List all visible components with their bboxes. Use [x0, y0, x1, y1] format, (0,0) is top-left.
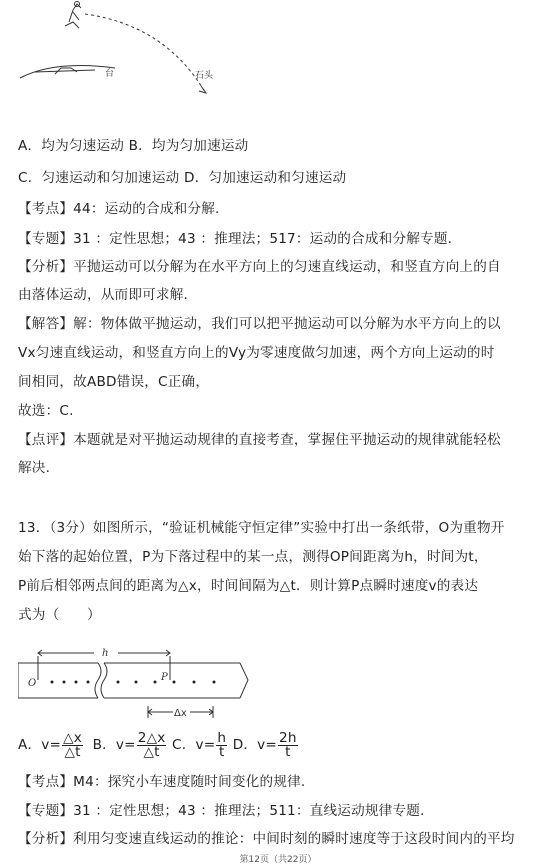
ground-curve [20, 66, 115, 78]
trajectory-line [85, 14, 205, 92]
tape-right-part [104, 663, 248, 698]
paper-tape-figure [18, 638, 258, 723]
fig-label-o: O [28, 678, 37, 689]
q12-guxuan: 故选：C. [18, 403, 74, 419]
label-tai: 台 [105, 69, 115, 79]
fig-label-p: P [161, 672, 168, 683]
q12-options-line2: C．匀速运动和匀加速运动 D．匀加速运动和匀速运动 [18, 170, 347, 186]
option-d: D．v= $\frac{2h}{t}$ [232, 729, 297, 760]
q13-kaodian: 【考点】M4：探究小车速度随时间变化的规律. [18, 774, 306, 790]
option-c: C．v= $\frac{h}{t}$ [172, 729, 227, 760]
option-a-fraction: $\frac{\triangle x}{\triangle t}$ [63, 729, 83, 760]
q12-jieda-1: 【解答】解：物体做平抛运动，我们可以把平抛运动可以分解为水平方向上的以 [18, 316, 501, 332]
tape-break [95, 663, 107, 698]
q12-kaodian: 【考点】44：运动的合成和分解. [18, 201, 220, 217]
fig-label-dx: Δx [174, 708, 187, 719]
q13-stem-2: 始下落的起始位置，P为下落过程中的某一点，测得OP间距离为h，时间为t， [18, 549, 488, 565]
option-a: A．v= $\frac{\triangle x}{\triangle t}$ [18, 729, 83, 760]
q13-options [18, 730, 299, 760]
q13-stem-3: P前后相邻两点间的距离为△x，时间间隔为△t．则计算P点瞬时速度v的表达 [18, 578, 479, 594]
trajectory-figure [15, 0, 215, 105]
fig-label-h: h [102, 648, 109, 659]
q12-dianping-1: 【点评】本题就是对平抛运动规律的直接考查，掌握住平抛运动的规律就能轻松 [18, 432, 501, 448]
option-d-fraction: $\frac{2h}{t}$ [279, 729, 297, 760]
q12-fenxi-2: 由落体运动，从而即可求解. [18, 287, 189, 303]
option-b-fraction: $\frac{2\triangle x}{\triangle t}$ [137, 729, 166, 760]
label-stone: 石头 [195, 71, 214, 81]
q12-options-line1: A．均为匀速运动 B．均为匀加速运动 [18, 138, 249, 154]
page-footer: 第12页（共22页） [239, 855, 317, 865]
q13-zhuanti: 【专题】31 ：定性思想；43 ：推理法；511：直线运动规律专题. [18, 803, 425, 819]
q12-fenxi-1: 【分析】平抛运动可以分解为在水平方向上的匀速直线运动，和竖直方向上的自 [18, 259, 501, 275]
q12-jieda-3: 间相同，故ABD错误，C正确， [18, 374, 210, 390]
q12-jieda-2: Vx匀速直线运动，和竖直方向上的Vy为零速度做匀加速，两个方向上运动的时 [18, 345, 495, 361]
q12-zhuanti: 【专题】31 ：定性思想；43 ：推理法；517：运动的合成和分解专题. [18, 231, 453, 247]
q13-fenxi-1: 【分析】利用匀变速直线运动的推论：中间时刻的瞬时速度等于这段时间内的平均 [18, 831, 515, 847]
option-b: B．v= $\frac{2\triangle x}{\triangle t}$ [92, 729, 166, 760]
q13-stem-1: 13．（3分）如图所示，“验证机械能守恒定律”实验中打出一条纸带，O为重物开 [18, 520, 505, 536]
person-sketch [65, 4, 81, 28]
option-c-fraction: $\frac{h}{t}$ [217, 729, 227, 760]
q13-stem-4: 式为（ ） [18, 607, 101, 623]
q12-dianping-2: 解决. [18, 460, 51, 476]
